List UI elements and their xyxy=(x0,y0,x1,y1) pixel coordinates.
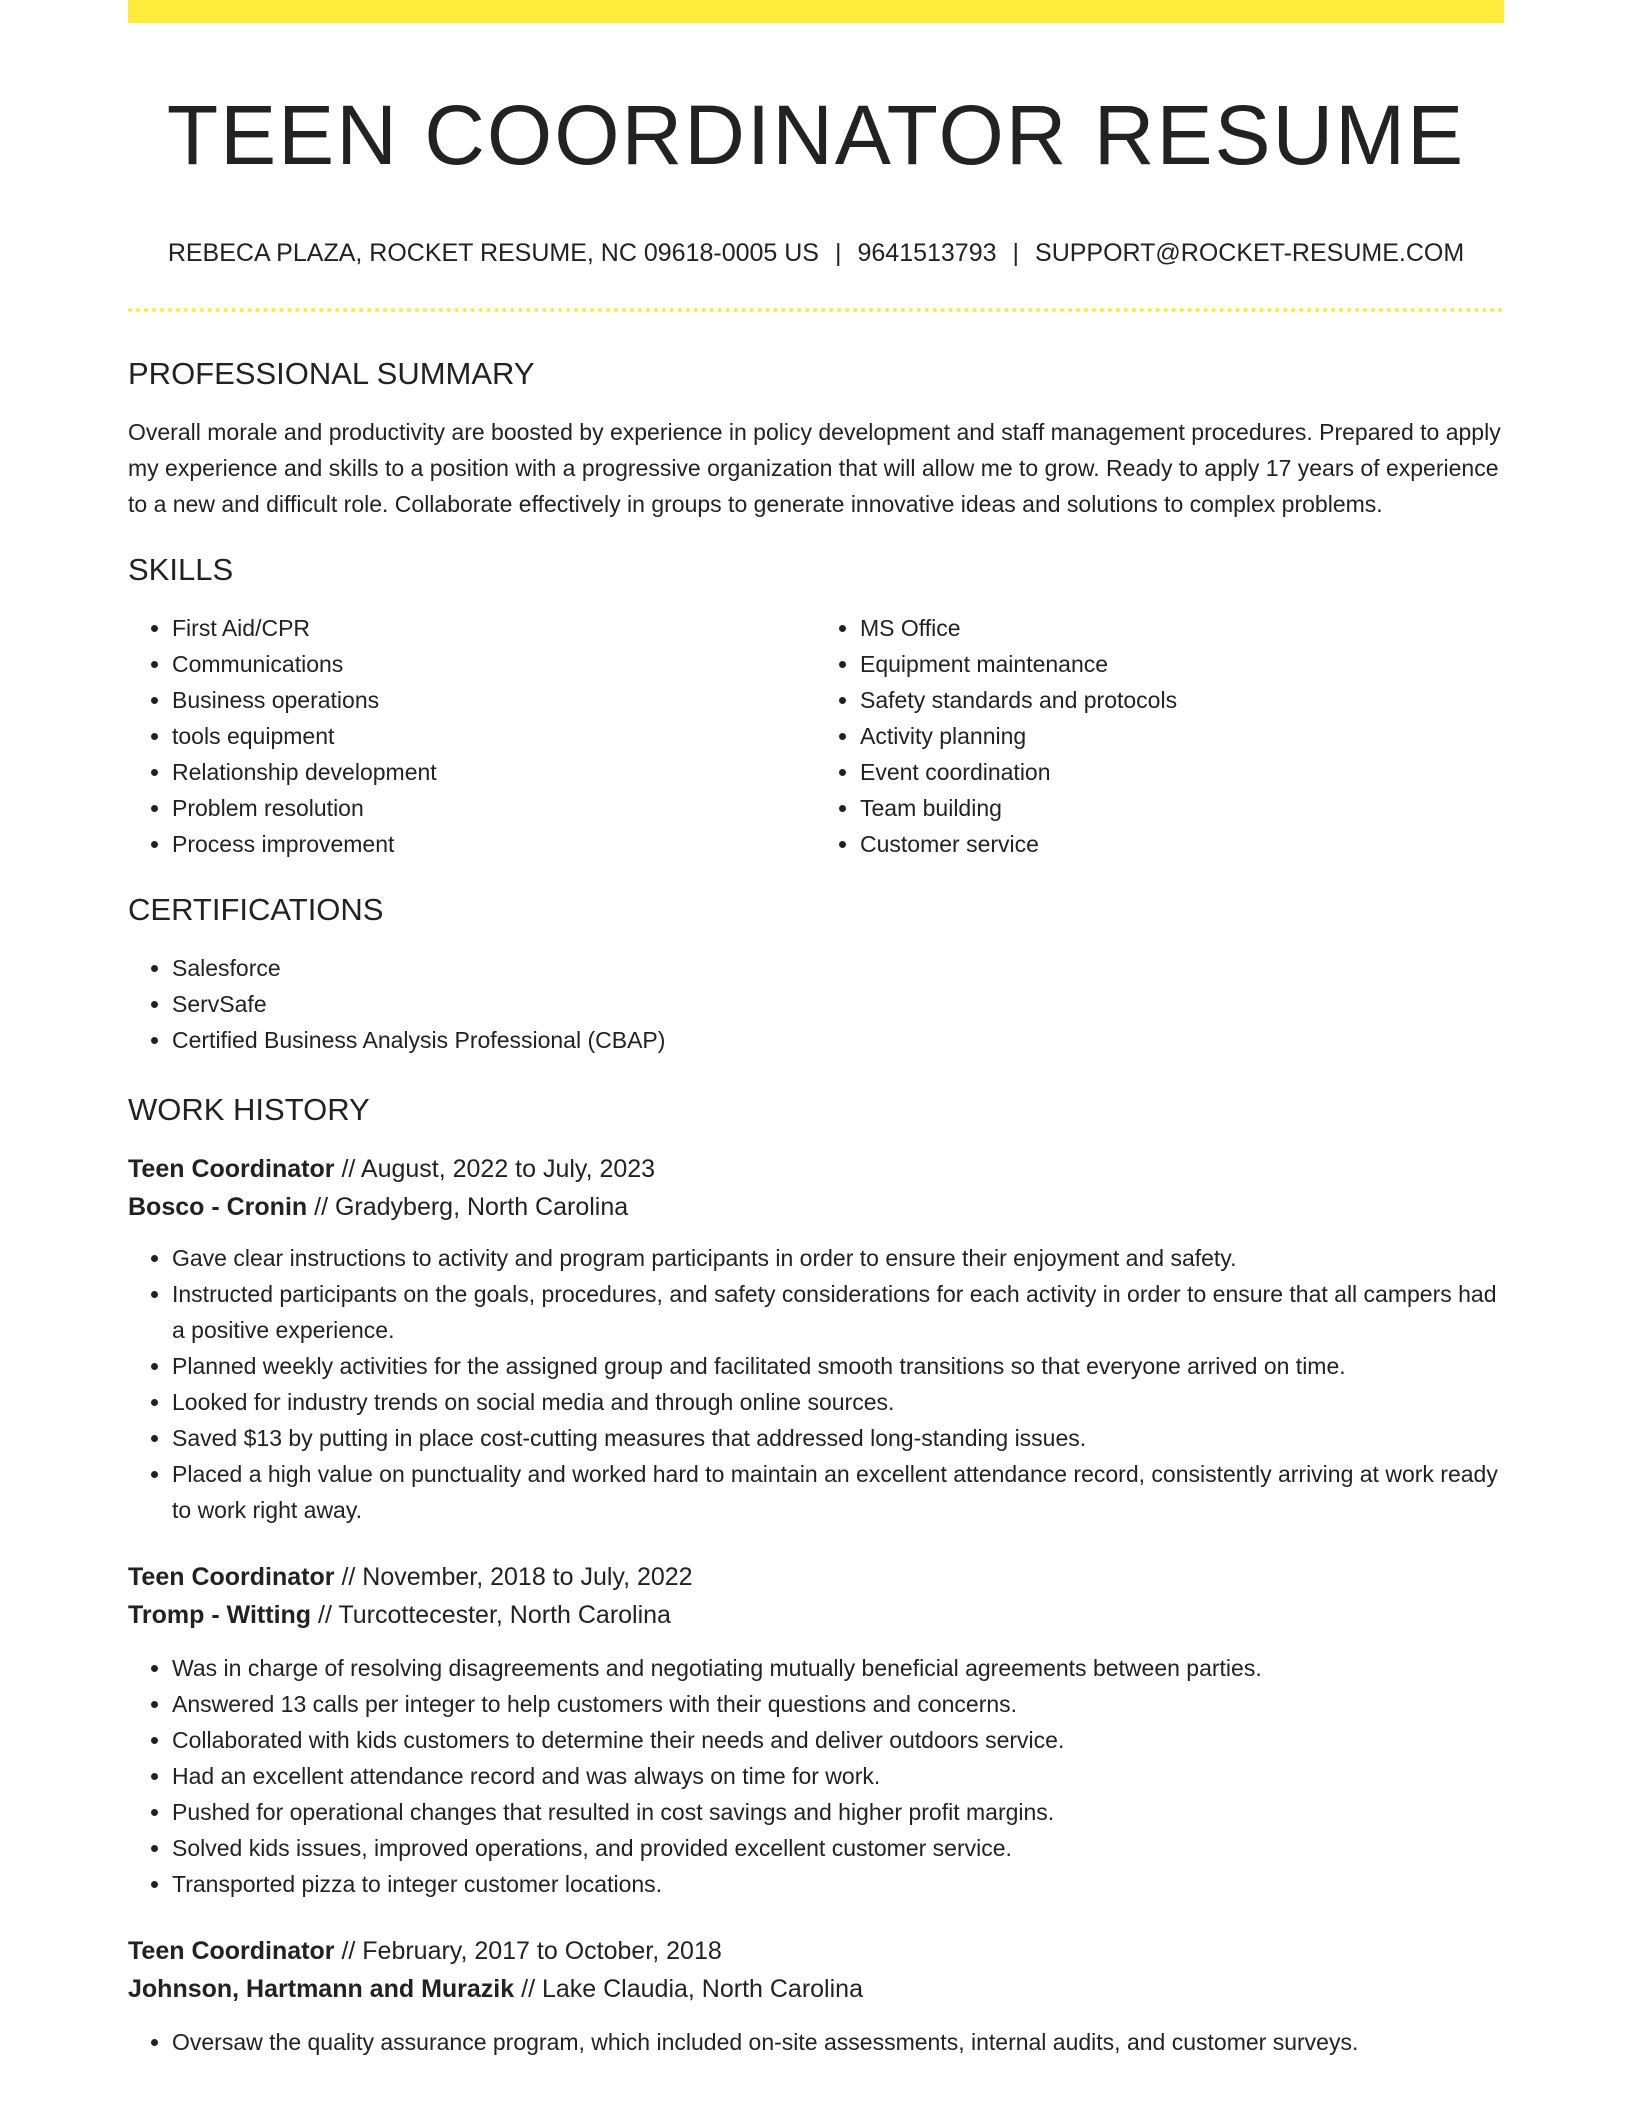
job-company: Tromp - Witting xyxy=(128,1601,312,1629)
skill-item: • MS Office xyxy=(860,610,1504,646)
job-bullet: • Solved kids issues, improved operations, and provided excellent customer service. xyxy=(172,1830,1504,1866)
skill-item: • tools equipment xyxy=(172,718,816,754)
job-bullet: • Had an excellent attendance record and was always on time for work. xyxy=(172,1758,1504,1794)
job-bullets xyxy=(128,1240,1504,1528)
contact-separator: | xyxy=(1012,239,1020,267)
job-bullet: • Looked for industry trends on social media and through online sources. xyxy=(172,1384,1504,1420)
skill-item: • Communications xyxy=(172,646,816,682)
skills-heading: SKILLS xyxy=(128,552,234,587)
certification-item: • Certified Business Analysis Professional (CBAP) xyxy=(172,1022,1504,1058)
certifications-list xyxy=(128,950,1504,1058)
skill-item: • Relationship development xyxy=(172,754,816,790)
job-title: Teen Coordinator xyxy=(128,1563,335,1591)
job-bullet: • Planned weekly activities for the assigned group and facilitated smooth transitions so that everyone arrived on time. xyxy=(172,1348,1504,1384)
skills-list xyxy=(128,610,1504,862)
job-bullet: • Collaborated with kids customers to determine their needs and deliver outdoors service. xyxy=(172,1722,1504,1758)
job-entry xyxy=(128,1558,1504,1902)
contact-email: SUPPORT@ROCKET-RESUME.COM xyxy=(1035,239,1465,267)
job-location: // Turcottecester, North Carolina xyxy=(318,1601,671,1629)
job-bullet: • Saved $13 by putting in place cost-cutting measures that addressed long-standing issues. xyxy=(172,1420,1504,1456)
skill-item: • First Aid/CPR xyxy=(172,610,816,646)
job-bullets xyxy=(128,2024,1504,2060)
job-title: Teen Coordinator xyxy=(128,1155,335,1183)
job-bullet: • Pushed for operational changes that resulted in cost savings and higher profit margins. xyxy=(172,1794,1504,1830)
skill-item: • Problem resolution xyxy=(172,790,816,826)
job-company-line xyxy=(128,1970,1504,2008)
job-entry xyxy=(128,1932,1504,2060)
job-dates: // February, 2017 to October, 2018 xyxy=(341,1937,722,1965)
skill-item: • Safety standards and protocols xyxy=(860,682,1504,718)
job-title-line xyxy=(128,1558,1504,1596)
job-company: Johnson, Hartmann and Murazik xyxy=(128,1975,515,2003)
job-bullet: • Placed a high value on punctuality and worked hard to maintain an excellent attendance record, consistently arriving at work ready to work right away. xyxy=(172,1456,1504,1528)
job-location: // Gradyberg, North Carolina xyxy=(314,1193,629,1221)
certification-item: • Salesforce xyxy=(172,950,1504,986)
job-dates: // November, 2018 to July, 2022 xyxy=(341,1563,693,1591)
job-company-line xyxy=(128,1596,1504,1634)
contact-separator: | xyxy=(834,239,842,267)
job-title-line xyxy=(128,1932,1504,1970)
skill-item: • Business operations xyxy=(172,682,816,718)
contact-address: REBECA PLAZA, ROCKET RESUME, NC 09618-0005 US xyxy=(167,239,819,267)
job-bullet: • Gave clear instructions to activity and program participants in order to ensure their enjoyment and safety. xyxy=(172,1240,1504,1276)
skill-item: • Customer service xyxy=(860,826,1504,862)
skills-column-left xyxy=(128,610,816,862)
certifications-heading: CERTIFICATIONS xyxy=(128,892,384,927)
job-title: Teen Coordinator xyxy=(128,1937,335,1965)
summary-text: Overall morale and productivity are boosted by experience in policy development and staff management procedures. Prepared to apply my experience and skills to a position with a progressive organization that will allow me to grow. Ready to apply 17 years of experience to a new and difficult role. Collaborate effectively in groups to generate innovative ideas and solutions to complex problems. xyxy=(128,419,1501,517)
summary-heading: PROFESSIONAL SUMMARY xyxy=(128,356,535,391)
skill-item: • Activity planning xyxy=(860,718,1504,754)
contact-phone: 9641513793 xyxy=(857,239,997,267)
resume-title: TEEN COORDINATOR RESUME xyxy=(166,88,1466,182)
skills-column-right xyxy=(816,610,1504,862)
skill-item: • Equipment maintenance xyxy=(860,646,1504,682)
job-bullet: • Answered 13 calls per integer to help customers with their questions and concerns. xyxy=(172,1686,1504,1722)
skill-item: • Process improvement xyxy=(172,826,816,862)
job-location: // Lake Claudia, North Carolina xyxy=(521,1975,863,2003)
job-entry xyxy=(128,1150,1504,1528)
job-bullet: • Was in charge of resolving disagreements and negotiating mutually beneficial agreements between parties. xyxy=(172,1650,1504,1686)
job-bullet: • Oversaw the quality assurance program, which included on-site assessments, internal audits, and customer surveys. xyxy=(172,2024,1504,2060)
job-company-line xyxy=(128,1188,1504,1226)
skill-item: • Event coordination xyxy=(860,754,1504,790)
job-company: Bosco - Cronin xyxy=(128,1193,308,1221)
job-title-line xyxy=(128,1150,1504,1188)
certification-item: • ServSafe xyxy=(172,986,1504,1022)
work-history-heading: WORK HISTORY xyxy=(128,1092,370,1127)
job-bullets xyxy=(128,1650,1504,1902)
skill-item: • Team building xyxy=(860,790,1504,826)
resume-page xyxy=(128,0,1504,2060)
dotted-divider xyxy=(128,308,1504,312)
accent-top-bar xyxy=(128,0,1504,23)
job-bullet: • Transported pizza to integer customer locations. xyxy=(172,1866,1504,1902)
job-bullet: • Instructed participants on the goals, procedures, and safety considerations for each activity in order to ensure that all campers had a positive experience. xyxy=(172,1276,1504,1348)
contact-line xyxy=(128,238,1504,268)
job-dates: // August, 2022 to July, 2023 xyxy=(341,1155,656,1183)
